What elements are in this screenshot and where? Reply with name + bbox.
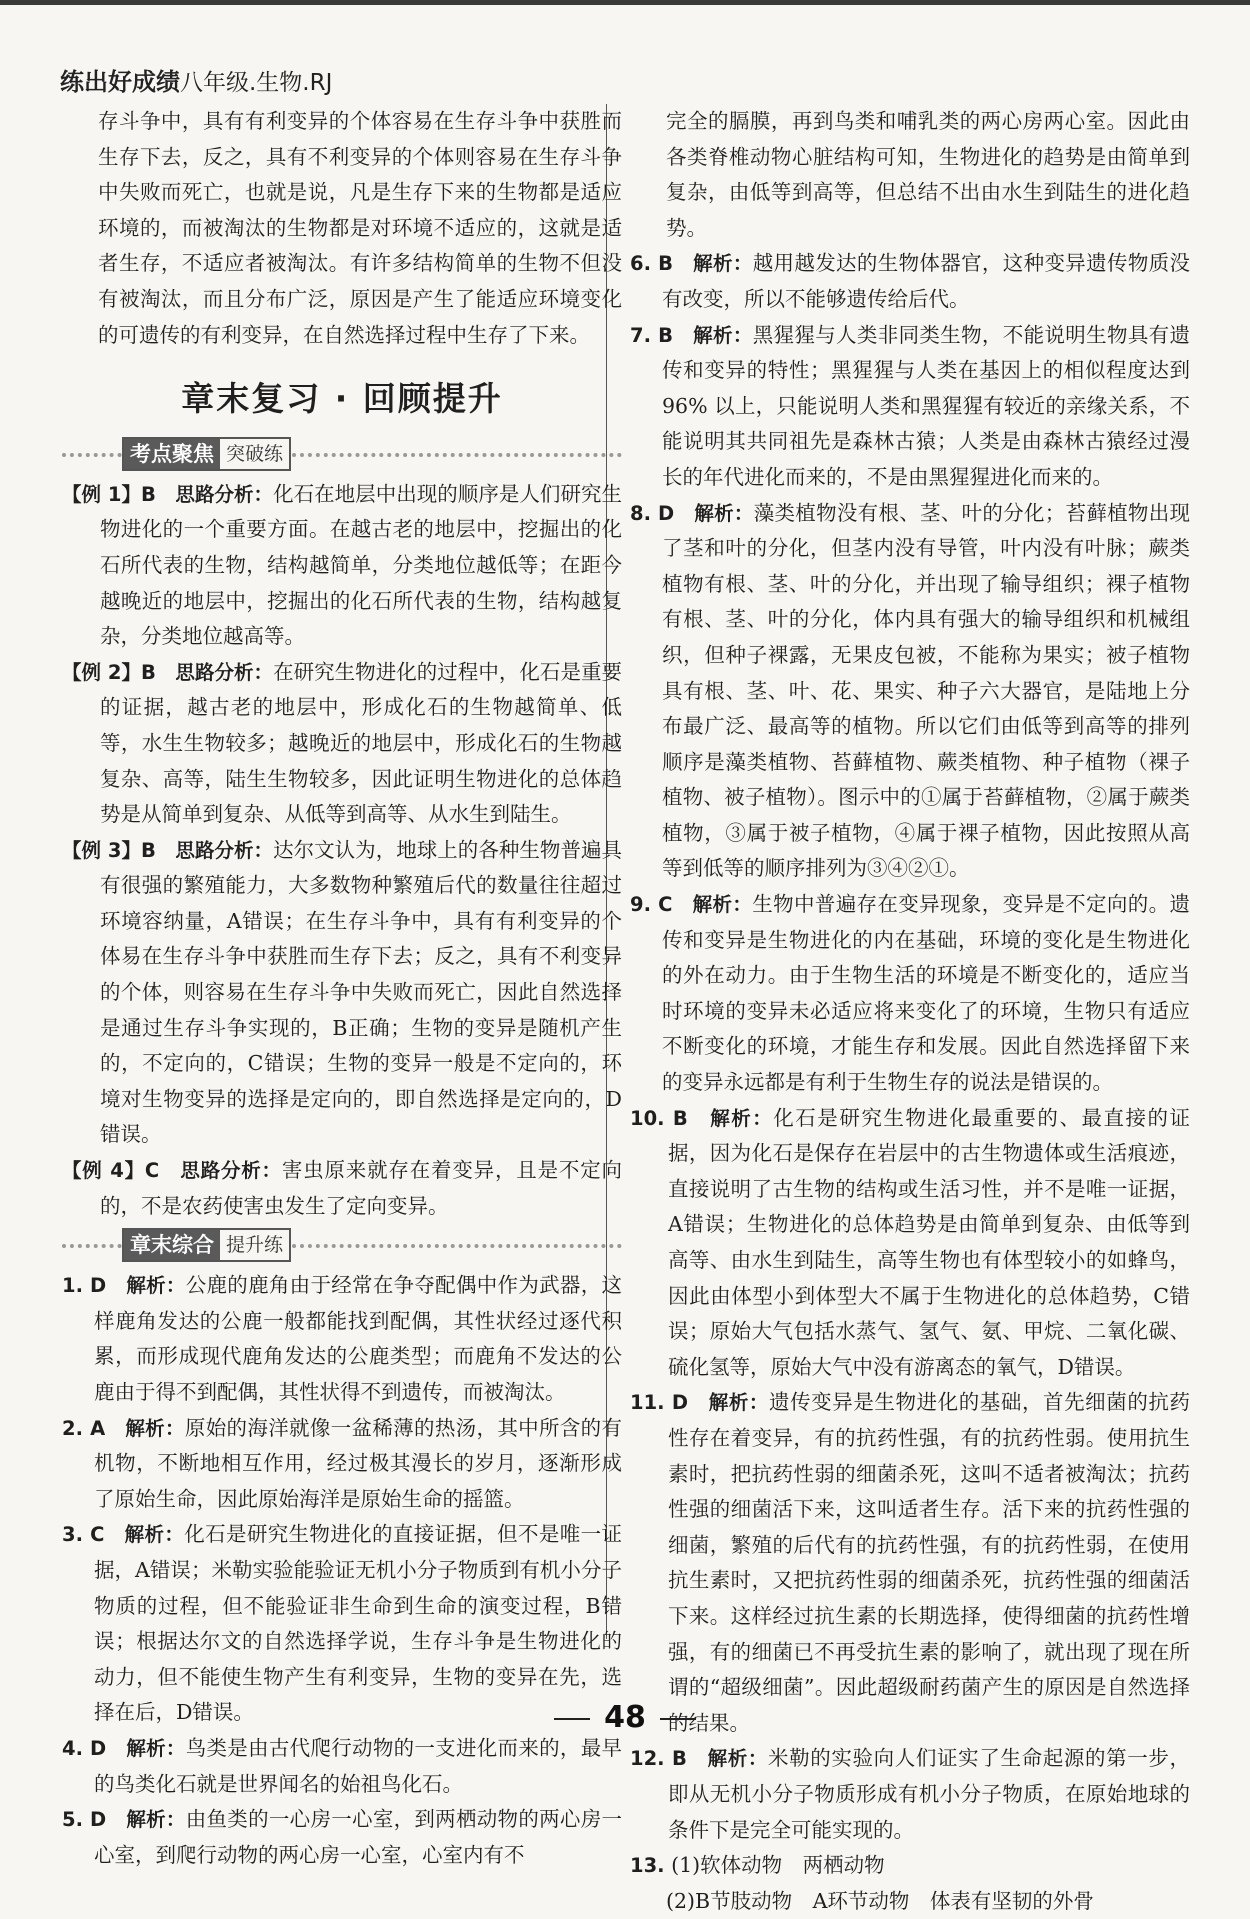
top-rule bbox=[0, 0, 1250, 5]
left-column bbox=[62, 104, 622, 1873]
answer-9 bbox=[630, 887, 1190, 1101]
example-3 bbox=[62, 833, 622, 1153]
answer-4-label: 4. D 解析： bbox=[62, 1736, 186, 1760]
answer-12-text: 米勒的实验向人们证实了生命起源的第一步，即从无机小分子物质形成有机小分子物质，在原始地球的条件下是完全可能实现的。 bbox=[668, 1746, 1191, 1842]
answer-3 bbox=[62, 1517, 622, 1731]
section-tag-main: 章末综合 bbox=[124, 1230, 220, 1260]
section-tag bbox=[122, 437, 291, 471]
page-number-value: 48 bbox=[604, 1700, 646, 1735]
section-tag-sub: 突破练 bbox=[226, 442, 284, 465]
intro-paragraph: 存斗争中，具有有利变异的个体容易在生存斗争中获胜而生存下去，反之，具有不利变异的个体则容易在生存斗争中失败而死亡，也就是说，凡是生存下来的生物都是适应环境的，而被淘汰的生物都是对环境不适应的，这就是适者生存，不适应者被淘汰。有许多结构简单的生物不但没有被淘汰，而且分布广泛，原因是产生了能适应环境变化的可遗传的有利变异，在自然选择过程中生存了下来。 bbox=[98, 109, 622, 347]
example-1-text: 化石在地层中出现的顺序是人们研究生物进化的一个重要方面。在越古老的地层中，挖掘出的化石所代表的生物，结构越简单，分类地位越低等；在距今越晚近的地层中，挖掘出的化石所代表的生物，结构越复杂，分类地位越高等。 bbox=[100, 481, 622, 649]
answer-13-part-2: (2)B节肢动物 A环节动物 体表有坚韧的外骨 bbox=[666, 1888, 1094, 1913]
answer-13-part-1: (1)软体动物 两栖动物 bbox=[671, 1853, 885, 1878]
example-4 bbox=[62, 1153, 622, 1224]
answer-11 bbox=[630, 1385, 1190, 1741]
answer-12-label: 12. B 解析： bbox=[630, 1747, 768, 1771]
answer-4-text: 鸟类是由古代爬行动物的一支进化而来的，最早的鸟类化石就是世界闻名的始祖鸟化石。 bbox=[94, 1735, 623, 1796]
answer-10-label: 10. B 解析： bbox=[630, 1106, 774, 1130]
answer-5-continued: 完全的膈膜，再到鸟类和哺乳类的两心房两心室。因此由各类脊椎动物心脏结构可知，生物进化的趋势是由简单到复杂，由低等到高等，但总结不出由水生到陆生的进化趋势。 bbox=[666, 109, 1190, 240]
answer-5-text: 由鱼类的一心房一心室，到两栖动物的两心房一心室，到爬行动物的两心房一心室，心室内有不 bbox=[94, 1807, 623, 1867]
answer-11-label: 11. D 解析： bbox=[630, 1391, 769, 1415]
answer-9-text: 生物中普遍存在变异现象，变异是不定向的。遗传和变异是生物进化的内在基础，环境的变化是生物进化的外在动力。由于生物生活的环境是不断变化的，适应当时环境的变异未必适应将来变化了的环境，生物只有适应不断变化的环境，才能生存和发展。因此自然选择留下来的变异永远都是有利于生物生存的说法是错误的。 bbox=[662, 892, 1190, 1095]
answer-2-label: 2. A 解析： bbox=[62, 1416, 185, 1440]
answer-8-text: 藻类植物没有根、茎、叶的分化；苔藓植物出现了茎和叶的分化，但茎内没有导管，叶内没有叶脉；蕨类植物有根、茎、叶的分化，并出现了输导组织；裸子植物有根、茎、叶的分化，体内具有强大的输导组织和机械组织，但种子裸露，无果皮包被，不能称为果实；被子植物具有根、茎、叶、花、果实、种子六大器官，是陆地上分布最广泛、最高等的植物。所以它们由低等到高等的排列顺序是藻类植物、苔藓植物、蕨类植物、种子植物（裸子植物、被子植物）。图示中的①属于苔藓植物，②属于蕨类植物，③属于被子植物，④属于裸子植物，因此按照从高等到低等的顺序排列为③④②①。 bbox=[662, 500, 1191, 881]
page-header bbox=[60, 62, 332, 97]
answer-2-text: 原始的海洋就像一盆稀薄的热汤，其中所含的有机物，不断地相互作用，经过极其漫长的岁月，逐渐形成了原始生命，因此原始海洋是原始生命的摇篮。 bbox=[94, 1415, 623, 1511]
answer-5 bbox=[62, 1802, 622, 1873]
answer-8-label: 8. D 解析： bbox=[630, 501, 754, 525]
answer-2 bbox=[62, 1411, 622, 1518]
page-number-dash-left bbox=[554, 1718, 590, 1720]
section-bar-focus bbox=[62, 437, 622, 471]
answer-6 bbox=[630, 246, 1190, 317]
example-2-text: 在研究生物进化的过程中，化石是重要的证据，越古老的地层中，形成化石的生物越简单、低等，水生生物较多；越晚近的地层中，形成化石的生物越复杂、高等，陆生生物较多，因此证明生物进化的总体趋势是从简单到复杂、从低等到高等、从水生到陆生。 bbox=[100, 659, 622, 827]
answer-8 bbox=[630, 496, 1190, 888]
answer-9-label: 9. C 解析： bbox=[630, 893, 753, 917]
answer-10-text: 化石是研究生物进化最重要的、最直接的证据，因为化石是保存在岩层中的古生物遗体或生活痕迹，直接说明了古生物的结构或生活习性，并不是唯一证据，A错误；生物进化的总体趋势是由简单到复杂、由低等到高等、由水生到陆生，高等生物也有体型较小的如蜂鸟，因此由体型小到体型大不属于生物进化的总体趋势，C错误；原始大气包括水蒸气、氢气、氨、甲烷、二氧化碳、硫化氢等，原始大气中没有游离态的氧气，D错误。 bbox=[668, 1105, 1191, 1379]
example-3-text: 达尔文认为，地球上的各种生物普遍具有很强的繁殖能力，大多数物种繁殖后代的数量往往超过环境容纳量，A错误；在生存斗争中，具有有利变异的个体易在生存斗争中获胜而生存下去；反之，具有不利变异的个体，则容易在生存斗争中失败而死亡，因此自然选择是通过生存斗争实现的，B正确；生物的变异是随机产生的，不定向的，C错误；生物的变异一般是不定向的，环境对生物变异的选择是定向的，即自然选择是定向的，D错误。 bbox=[100, 837, 622, 1147]
example-2-label: 【例 2】B 思路分析： bbox=[62, 660, 274, 684]
answer-5-label: 5. D 解析： bbox=[62, 1808, 186, 1832]
page-number-dash-right bbox=[660, 1718, 696, 1720]
answer-1-text: 公鹿的鹿角由于经常在争夺配偶中作为武器，这样鹿角发达的公鹿一般都能找到配偶，其性状经过逐代积累，而形成现代鹿角发达的公鹿类型；而鹿角不发达的公鹿由于得不到配偶，其性状得不到遗传，而被淘汰。 bbox=[94, 1273, 623, 1404]
right-column bbox=[630, 104, 1190, 1919]
section-title: 章末复习 · 回顾提升 bbox=[181, 379, 503, 419]
section-tag-main: 考点聚焦 bbox=[124, 439, 220, 469]
answer-13-label: 13. bbox=[630, 1854, 665, 1878]
example-2 bbox=[62, 655, 622, 833]
example-3-label: 【例 3】B 思路分析： bbox=[62, 838, 274, 862]
example-4-text: 害虫原来就存在着变异，且是不定向的，不是农药使害虫发生了定向变异。 bbox=[100, 1158, 623, 1218]
answer-7-label: 7. B 解析： bbox=[630, 323, 753, 347]
answer-13 bbox=[630, 1848, 1190, 1884]
section-bar-review bbox=[62, 1228, 622, 1262]
header-subject: 八年级.生物.RJ bbox=[180, 70, 333, 96]
section-tag bbox=[122, 1228, 291, 1262]
answer-6-text: 越用越发达的生物体器官，这种变异遗传物质没有改变，所以不能够遗传给后代。 bbox=[662, 251, 1191, 311]
example-4-label: 【例 4】C 思路分析： bbox=[62, 1159, 282, 1183]
answer-7-text: 黑猩猩与人类非同类生物，不能说明生物具有遗传和变异的特性；黑猩猩与人类在基因上的相似程度达到 96% 以上，只能说明人类和黑猩猩有较近的亲缘关系，不能说明其共同祖先是森林古猿；人类是由森林古猿经过漫长的年代进化而来的，不是由黑猩猩进化而来的。 bbox=[662, 322, 1191, 489]
section-tag-sub: 提升练 bbox=[226, 1234, 284, 1257]
example-1-label: 【例 1】B 思路分析： bbox=[62, 482, 274, 506]
example-1 bbox=[62, 477, 622, 655]
header-brand: 练出好成绩 bbox=[60, 68, 180, 96]
answer-3-label: 3. C 解析： bbox=[62, 1523, 185, 1547]
answer-7 bbox=[630, 318, 1190, 496]
answer-4 bbox=[62, 1731, 622, 1802]
answer-11-text: 遗传变异是生物进化的基础，首先细菌的抗药性存在着变异，有的抗药性强，有的抗药性弱。使用抗生素时，把抗药性弱的细菌杀死，这叫不适者被淘汰；抗药性强的细菌活下来，这叫适者生存。活下来的抗药性强的细菌，繁殖的后代有的抗药性强，有的抗药性弱，在使用抗生素时，又把抗药性弱的细菌杀死，抗药性强的细菌活下来。这样经过抗生素的长期选择，使得细菌的抗药性增强，有的细菌已不再受抗生素的影响了，就出现了现在所谓的“超级细菌”。因此超级耐药菌产生的原因是自然选择的结果。 bbox=[668, 1390, 1190, 1735]
answer-3-text: 化石是研究生物进化的直接证据，但不是唯一证据，A错误；米勒实验能验证无机小分子物质到有机小分子物质的过程，但不能验证非生命到生命的演变过程，B错误；根据达尔文的自然选择学说，生存斗争是生物进化的动力，但不能使生物产生有利变异，生物的变异在先，选择在后，D错误。 bbox=[94, 1522, 622, 1725]
answer-1-label: 1. D 解析： bbox=[62, 1274, 186, 1298]
answer-12 bbox=[630, 1741, 1190, 1848]
answer-10 bbox=[630, 1101, 1190, 1386]
page-number bbox=[0, 1700, 1250, 1735]
answer-1 bbox=[62, 1268, 622, 1410]
answer-6-label: 6. B 解析： bbox=[630, 252, 753, 276]
